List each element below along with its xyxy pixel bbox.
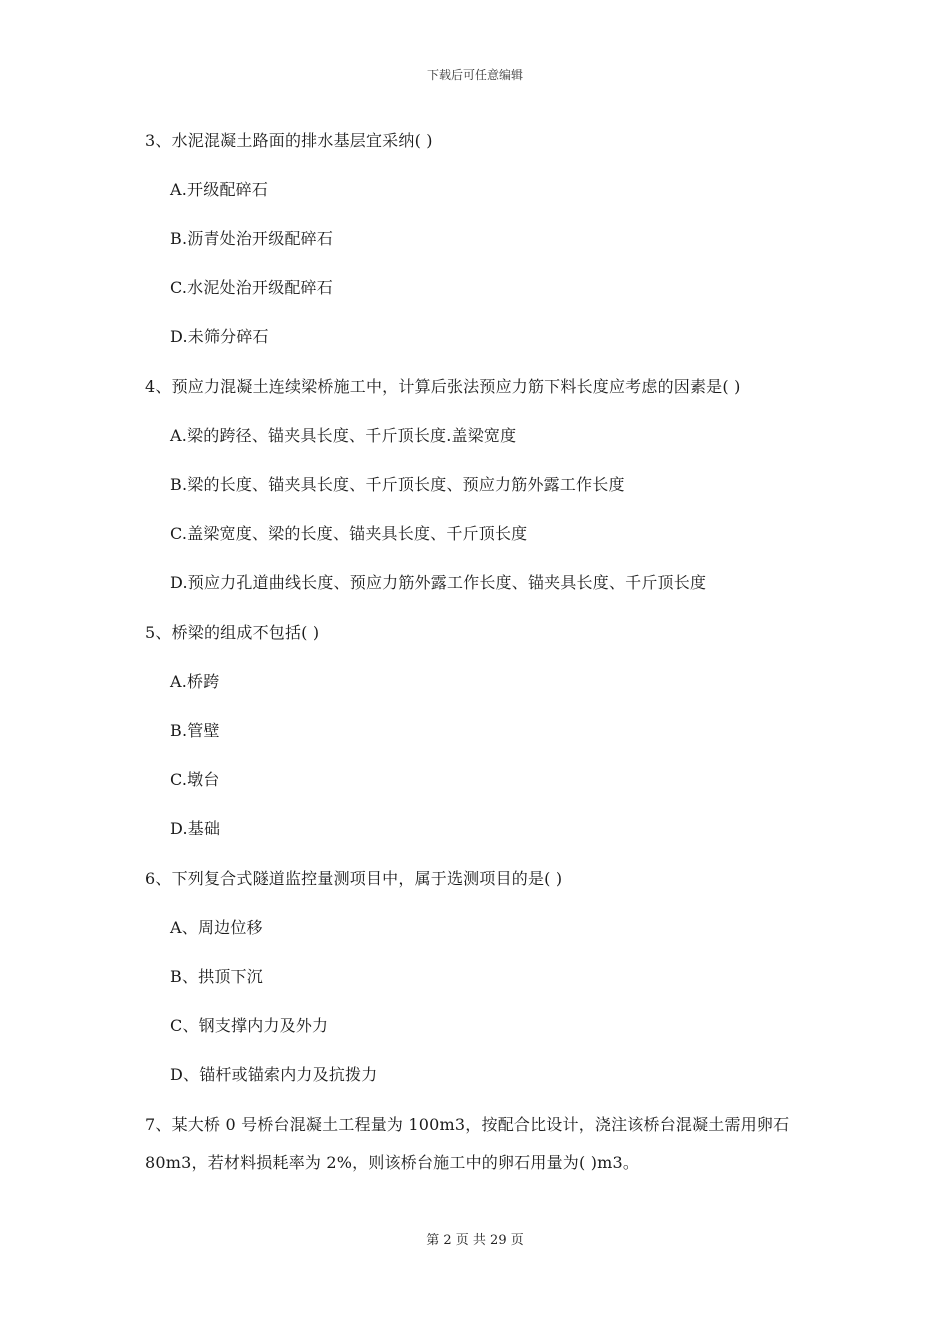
question-3-option-c: C.水泥处治开级配碎石 — [170, 278, 333, 297]
question-5-option-b: B.管壁 — [170, 721, 220, 740]
question-4-option-c: C.盖梁宽度、梁的长度、锚夹具长度、千斤顶长度 — [170, 524, 528, 543]
question-5: 5、桥梁的组成不包括( ) — [145, 623, 320, 642]
question-3-option-d: D.未筛分碎石 — [170, 327, 269, 346]
question-7-line-2: 80m3，若材料损耗率为 2%，则该桥台施工中的卵石用量为( )m3。 — [145, 1153, 640, 1172]
question-7-line-1: 7、某大桥 0 号桥台混凝土工程量为 100m3，按配合比设计，浇注该桥台混凝土需用卵石 — [145, 1115, 790, 1134]
question-6-option-d: D、锚杆或锚索内力及抗拨力 — [170, 1065, 378, 1084]
question-5-option-a: A.桥跨 — [170, 672, 220, 691]
question-6: 6、下列复合式隧道监控量测项目中，属于选测项目的是( ) — [145, 869, 563, 888]
page-footer: 第 2 页 共 29 页 — [426, 1233, 524, 1248]
question-4-option-d: D.预应力孔道曲线长度、预应力筋外露工作长度、锚夹具长度、千斤顶长度 — [170, 573, 707, 592]
question-3: 3、水泥混凝土路面的排水基层宜采纳( ) — [145, 131, 433, 150]
question-6-option-c: C、钢支撑内力及外力 — [170, 1016, 329, 1035]
question-3-option-a: A.开级配碎石 — [170, 180, 269, 199]
question-4-option-a: A.梁的跨径、锚夹具长度、千斤顶长度.盖梁宽度 — [170, 426, 517, 445]
question-5-option-c: C.墩台 — [170, 770, 220, 789]
question-4: 4、预应力混凝土连续梁桥施工中，计算后张法预应力筋下料长度应考虑的因素是( ) — [145, 377, 741, 396]
question-6-option-a: A、周边位移 — [170, 918, 263, 937]
question-4-option-b: B.梁的长度、锚夹具长度、千斤顶长度、预应力筋外露工作长度 — [170, 475, 625, 494]
question-6-option-b: B、拱顶下沉 — [170, 967, 263, 986]
page-header-note: 下载后可任意编辑 — [426, 68, 523, 82]
question-5-option-d: D.基础 — [170, 819, 221, 838]
question-3-option-b: B.沥青处治开级配碎石 — [170, 229, 334, 248]
